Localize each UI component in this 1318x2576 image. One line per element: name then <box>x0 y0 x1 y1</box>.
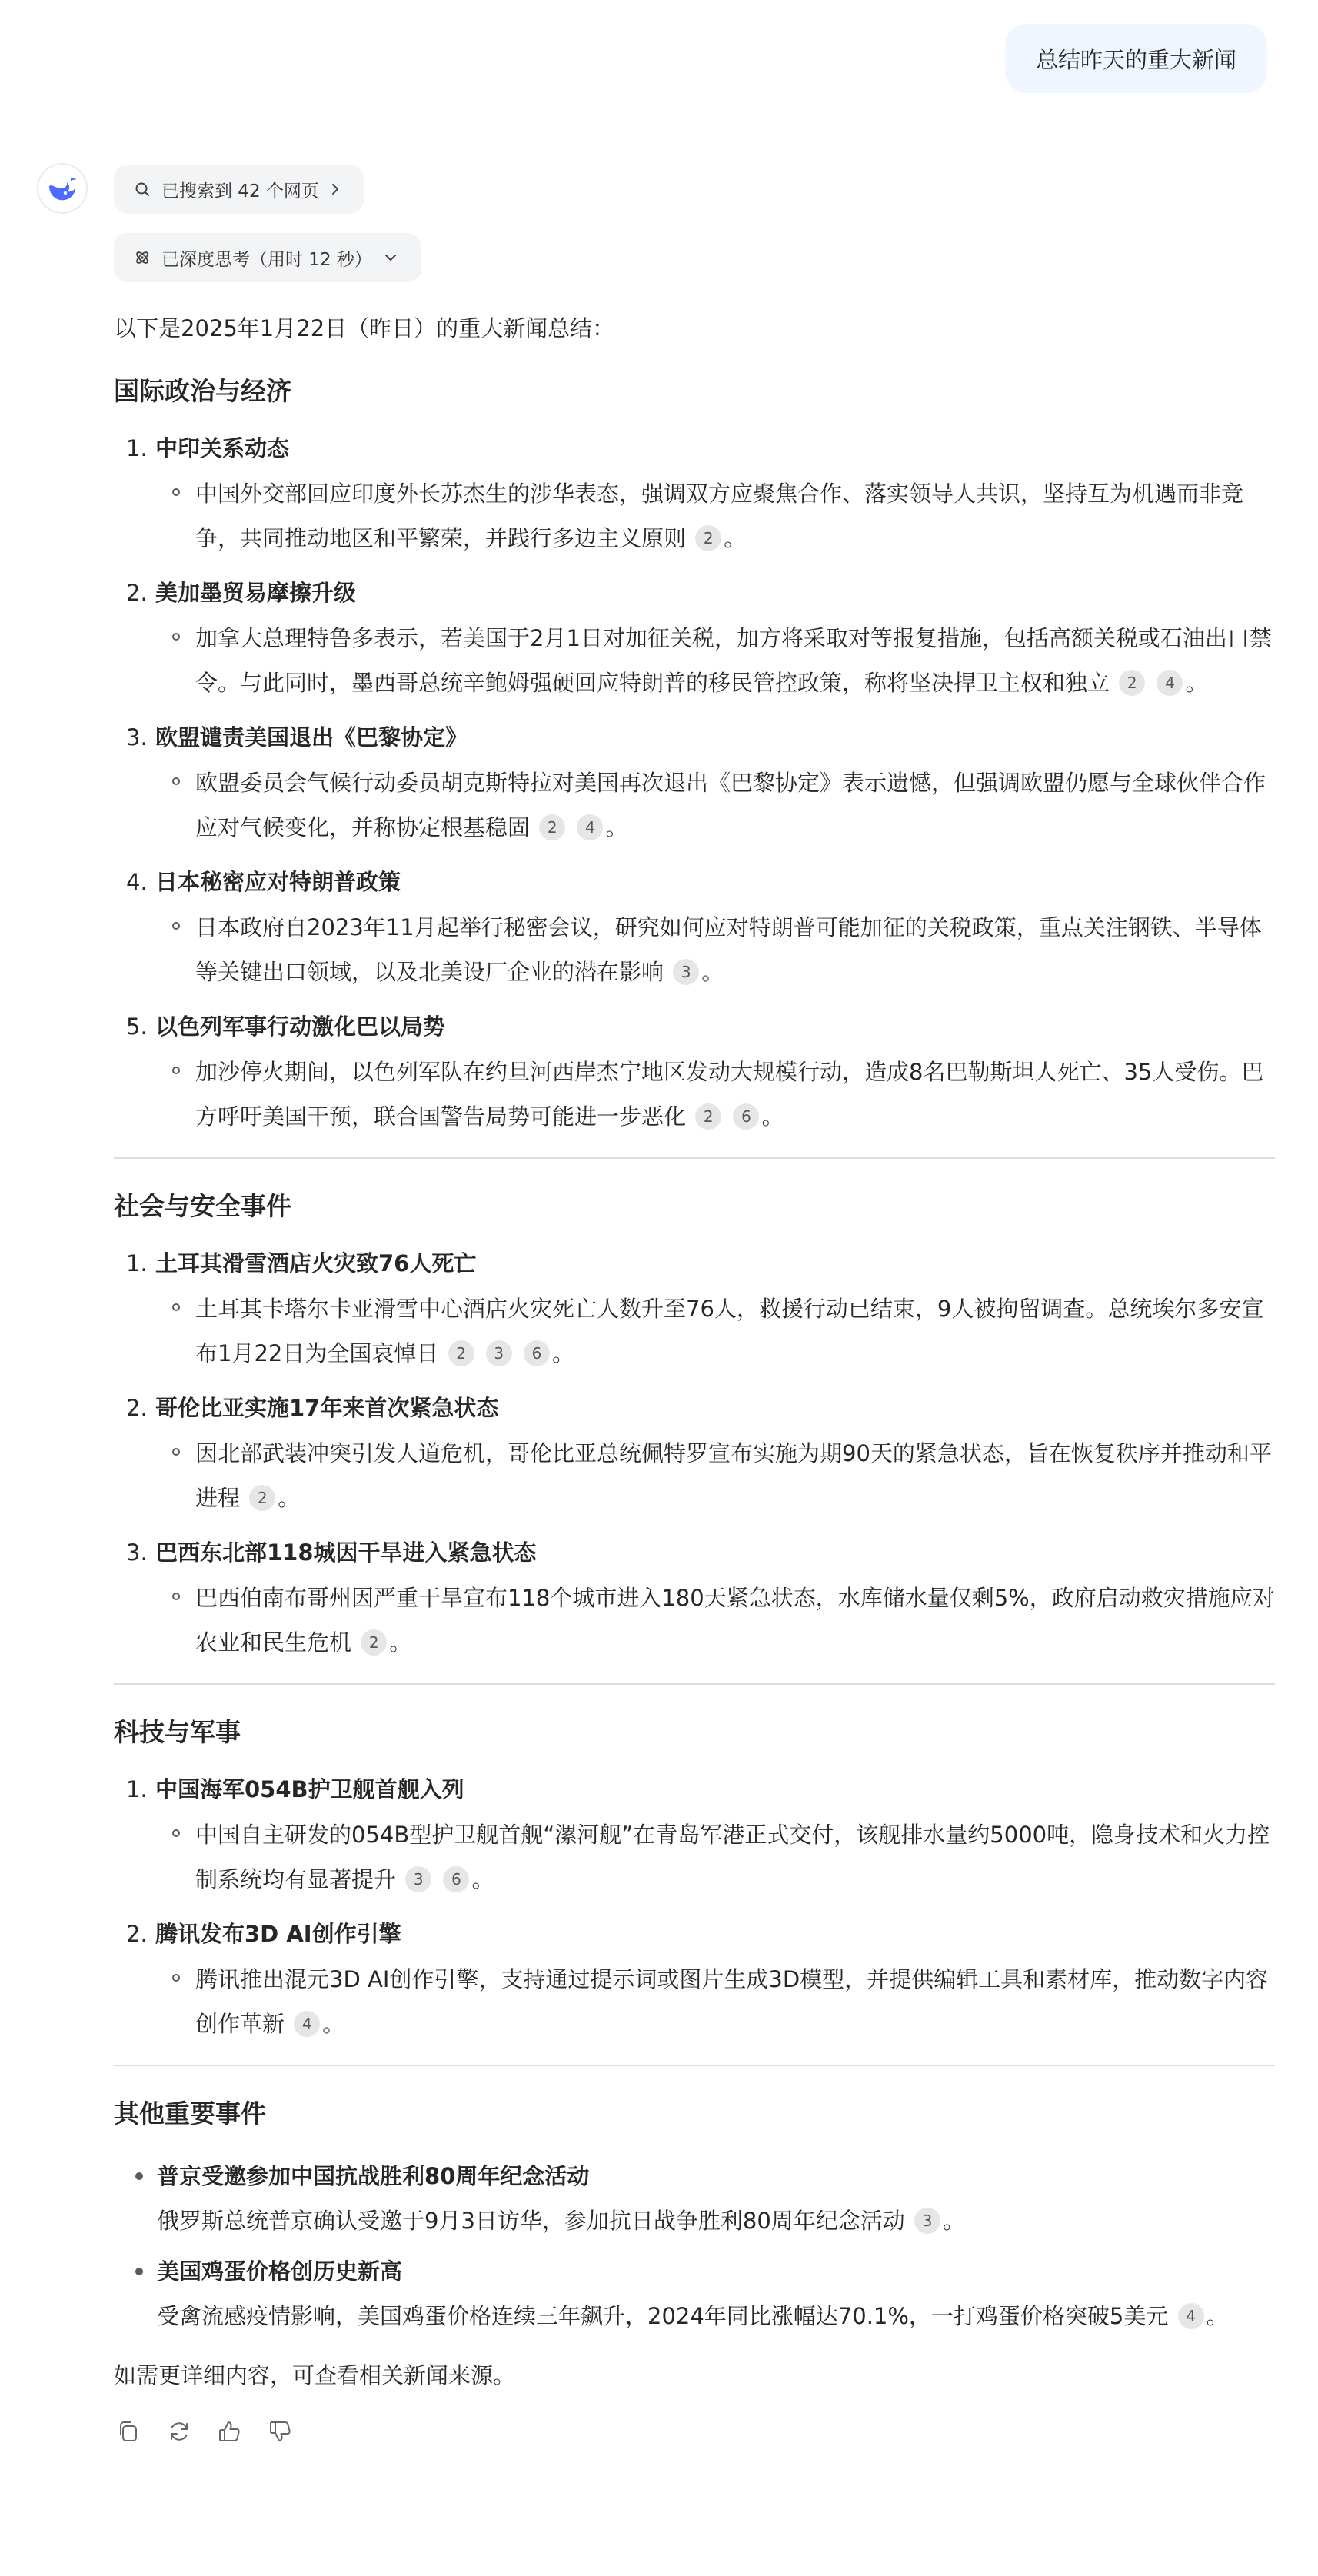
item-end-punctuation: 。 <box>943 2208 966 2234</box>
item-summary: 加拿大总理特鲁多表示，若美国于2月1日对加征关税，加方将采取对等报复措施，包括高额关税或石油出口禁令。与此同时，墨西哥总统辛鲍姆强硬回应特朗普的移民管控政策，称将坚决捍卫主权和独立 <box>195 625 1272 696</box>
search-results-chip[interactable] <box>114 165 364 214</box>
item-end-punctuation: 。 <box>471 1866 494 1892</box>
item-title-text: 美加墨贸易摩擦升级 <box>155 580 357 606</box>
atom-icon <box>134 249 151 266</box>
circle-bullet <box>172 633 180 641</box>
other-event-item <box>114 2154 1275 2243</box>
news-item-title <box>114 1386 1275 1429</box>
thumbs-down-icon[interactable] <box>266 2417 295 2446</box>
item-end-punctuation: 。 <box>389 1629 412 1656</box>
citation-badge[interactable]: 2 <box>448 1340 474 1366</box>
citation-badge[interactable]: 3 <box>486 1340 512 1366</box>
chevron-right-icon <box>330 181 341 197</box>
item-number: 2. <box>126 1395 148 1421</box>
news-item-title <box>114 427 1275 470</box>
news-item-body <box>114 1286 1275 1376</box>
news-item-text <box>195 1286 1275 1376</box>
item-number: 5. <box>126 1013 148 1040</box>
news-item-text <box>195 760 1275 850</box>
item-number: 1. <box>126 435 148 461</box>
other-event-summary: 俄罗斯总统普京确认受邀于9月3日访华，参加抗日战争胜利80周年纪念活动 <box>157 2208 905 2234</box>
news-item-title <box>114 1531 1275 1574</box>
news-list <box>114 427 1275 1139</box>
citation-badge[interactable]: 3 <box>914 2208 940 2234</box>
news-item <box>114 1005 1275 1139</box>
circle-bullet <box>172 1593 180 1600</box>
circle-bullet <box>172 777 180 785</box>
citation-badge[interactable]: 6 <box>443 1866 469 1892</box>
item-summary: 腾讯推出混元3D AI创作引擎，支持通过提示词或图片生成3D模型，并提供编辑工具和素材库，推动数字内容创作革新 <box>195 1966 1269 2037</box>
item-end-punctuation: 。 <box>322 2011 345 2037</box>
news-item <box>114 1912 1275 2046</box>
citation-badge[interactable]: 2 <box>695 1103 721 1130</box>
news-item <box>114 1386 1275 1520</box>
other-event-content <box>157 2249 1229 2338</box>
circle-bullet <box>172 1303 180 1311</box>
item-number: 2. <box>126 580 148 606</box>
circle-bullet <box>172 1067 180 1074</box>
news-item-title <box>114 1768 1275 1811</box>
search-icon <box>134 181 151 198</box>
item-summary: 土耳其卡塔尔卡亚滑雪中心酒店火灾死亡人数升至76人，救援行动已结束，9人被拘留调查。总统埃尔多安宣布1月22日为全国哀悼日 <box>195 1296 1264 1366</box>
item-end-punctuation: 。 <box>552 1340 575 1366</box>
chevron-down-icon <box>383 252 398 263</box>
other-event-title: 美国鸡蛋价格创历史新高 <box>157 2258 403 2285</box>
whale-logo-icon <box>45 171 80 206</box>
item-end-punctuation: 。 <box>701 959 724 985</box>
circle-bullet <box>172 1448 180 1456</box>
message-actions <box>114 2417 1275 2446</box>
other-event-content <box>157 2154 965 2243</box>
news-item <box>114 1768 1275 1902</box>
news-item-body <box>114 471 1275 561</box>
item-summary: 中国自主研发的054B型护卫舰首舰“漯河舰”在青岛军港正式交付，该舰排水量约5000吨，隐身技术和火力控制系统均有显著提升 <box>195 1822 1270 1892</box>
user-message-text: 总结昨天的重大新闻 <box>1035 46 1236 73</box>
section-divider <box>114 2065 1275 2066</box>
item-end-punctuation: 。 <box>724 525 747 551</box>
news-item-body <box>114 1576 1275 1665</box>
item-title-text: 中国海军054B护卫舰首舰入列 <box>155 1776 464 1802</box>
news-item-title <box>114 1912 1275 1955</box>
news-item-title <box>114 860 1275 904</box>
citation-badge[interactable]: 4 <box>1157 670 1183 696</box>
item-summary: 因北部武装冲突引发人道危机，哥伦比亚总统佩特罗宣布实施为期90天的紧急状态，旨在恢复秩序并推动和平进程 <box>195 1440 1272 1511</box>
item-title-text: 欧盟谴责美国退出《巴黎协定》 <box>155 724 468 751</box>
item-end-punctuation: 。 <box>761 1103 784 1130</box>
citation-badge[interactable]: 6 <box>733 1103 759 1130</box>
news-item-body <box>114 1812 1275 1902</box>
item-number: 1. <box>126 1776 148 1802</box>
news-sections <box>114 374 1275 2046</box>
item-number: 2. <box>126 1921 148 1947</box>
item-title-text: 日本秘密应对特朗普政策 <box>155 869 401 895</box>
news-item-body <box>114 1957 1275 2046</box>
news-item <box>114 860 1275 994</box>
citation-badge[interactable]: 2 <box>361 1629 387 1656</box>
item-title-text: 以色列军事行动激化巴以局势 <box>155 1013 446 1040</box>
section-title: 国际政治与经济 <box>114 376 291 406</box>
item-title-text: 腾讯发布3D AI创作引擎 <box>155 1921 401 1947</box>
item-end-punctuation: 。 <box>605 814 628 840</box>
item-summary: 巴西伯南布哥州因严重干旱宣布118个城市进入180天紧急状态，水库储水量仅剩5%，政府启动救灾措施应对农业和民生危机 <box>195 1585 1275 1656</box>
citation-badge[interactable]: 2 <box>249 1485 275 1511</box>
assistant-avatar <box>37 163 88 214</box>
deep-thinking-chip[interactable] <box>114 233 421 282</box>
section-title: 其他重要事件 <box>114 2098 266 2128</box>
item-title-text: 巴西东北部118城因干旱进入紧急状态 <box>155 1539 537 1566</box>
item-title-text: 哥伦比亚实施17年来首次紧急状态 <box>155 1395 499 1421</box>
news-item-body <box>114 760 1275 850</box>
assistant-response <box>114 165 1275 2446</box>
citation-badge[interactable]: 3 <box>405 1866 431 1892</box>
news-item-text <box>195 1957 1275 2046</box>
news-item-body <box>114 905 1275 994</box>
news-item <box>114 716 1275 850</box>
news-item-text <box>195 1576 1275 1665</box>
news-item-title <box>114 571 1275 614</box>
news-list <box>114 1768 1275 2046</box>
item-summary: 加沙停火期间，以色列军队在约旦河西岸杰宁地区发动大规模行动，造成8名巴勒斯坦人死亡、35人受伤。巴方呼吁美国干预，联合国警告局势可能进一步恶化 <box>195 1059 1264 1130</box>
thumbs-up-icon[interactable] <box>215 2417 245 2446</box>
news-item-text <box>195 905 1275 994</box>
item-end-punctuation: 。 <box>1185 670 1208 696</box>
outro-text: 如需更详细内容，可查看相关新闻来源。 <box>114 2362 516 2388</box>
other-event-title: 普京受邀参加中国抗战胜利80周年纪念活动 <box>157 2163 590 2189</box>
news-item <box>114 1242 1275 1376</box>
item-number: 4. <box>126 869 148 895</box>
item-summary: 中国外交部回应印度外长苏杰生的涉华表态，强调双方应聚焦合作、落实领导人共识，坚持互为机遇而非竞争，共同推动地区和平繁荣，并践行多边主义原则 <box>195 481 1244 551</box>
user-message-bubble <box>1005 24 1267 93</box>
citation-badge[interactable]: 2 <box>1119 670 1145 696</box>
news-item-title <box>114 1005 1275 1048</box>
item-title-text: 土耳其滑雪酒店火灾致76人死亡 <box>155 1250 477 1276</box>
citation-badge[interactable]: 4 <box>1178 2303 1204 2329</box>
citation-badge[interactable]: 2 <box>695 525 721 551</box>
search-results-label: 已搜索到 42 个网页 <box>161 181 319 201</box>
disc-bullet <box>135 2172 143 2180</box>
citation-badge[interactable]: 3 <box>673 959 699 985</box>
circle-bullet <box>172 488 180 496</box>
item-number: 3. <box>126 1539 148 1566</box>
circle-bullet <box>172 922 180 930</box>
section-title: 社会与安全事件 <box>114 1191 291 1221</box>
item-end-punctuation: 。 <box>1206 2303 1229 2329</box>
citation-badge[interactable]: 4 <box>577 814 603 840</box>
news-item-text <box>195 616 1275 705</box>
news-item-text <box>195 1050 1275 1139</box>
section-title: 科技与军事 <box>114 1717 241 1747</box>
item-summary: 欧盟委员会气候行动委员胡克斯特拉对美国再次退出《巴黎协定》表示遗憾，但强调欧盟仍愿与全球伙伴合作应对气候变化，并称协定根基稳固 <box>195 770 1266 840</box>
citation-badge[interactable]: 2 <box>539 814 565 840</box>
news-item-text <box>195 471 1275 561</box>
news-item <box>114 427 1275 561</box>
news-item <box>114 1531 1275 1665</box>
item-end-punctuation: 。 <box>278 1485 301 1511</box>
regenerate-icon[interactable] <box>165 2417 194 2446</box>
item-number: 3. <box>126 724 148 751</box>
citation-badge[interactable]: 6 <box>524 1340 550 1366</box>
item-summary: 日本政府自2023年11月起举行秘密会议，研究如何应对特朗普可能加征的关税政策，重点关注钢铁、半导体等关键出口领域，以及北美设厂企业的潜在影响 <box>195 914 1262 985</box>
news-item-text <box>195 1431 1275 1520</box>
other-events-list <box>114 2154 1275 2338</box>
citation-badge[interactable]: 4 <box>294 2011 320 2037</box>
news-item-text <box>195 1812 1275 1902</box>
section-divider <box>114 1683 1275 1685</box>
other-event-summary: 受禽流感疫情影响，美国鸡蛋价格连续三年飙升，2024年同比涨幅达70.1%，一打鸡蛋价格突破5美元 <box>157 2303 1169 2329</box>
disc-bullet <box>135 2268 143 2275</box>
news-item-title <box>114 716 1275 759</box>
section-divider <box>114 1157 1275 1159</box>
other-event-item <box>114 2249 1275 2338</box>
news-item-body <box>114 1050 1275 1139</box>
news-item-body <box>114 1431 1275 1520</box>
copy-icon[interactable] <box>114 2417 143 2446</box>
news-item <box>114 571 1275 705</box>
news-item-title <box>114 1242 1275 1285</box>
item-title-text: 中印关系动态 <box>155 435 290 461</box>
news-item-body <box>114 616 1275 705</box>
circle-bullet <box>172 1974 180 1982</box>
circle-bullet <box>172 1829 180 1837</box>
other-event-text <box>157 2294 1229 2338</box>
news-list <box>114 1242 1275 1665</box>
other-event-text <box>157 2198 965 2243</box>
deep-thinking-label: 已深度思考（用时 12 秒） <box>161 249 372 270</box>
item-number: 1. <box>126 1250 148 1276</box>
intro-text: 以下是2025年1月22日（昨日）的重大新闻总结： <box>114 315 615 341</box>
